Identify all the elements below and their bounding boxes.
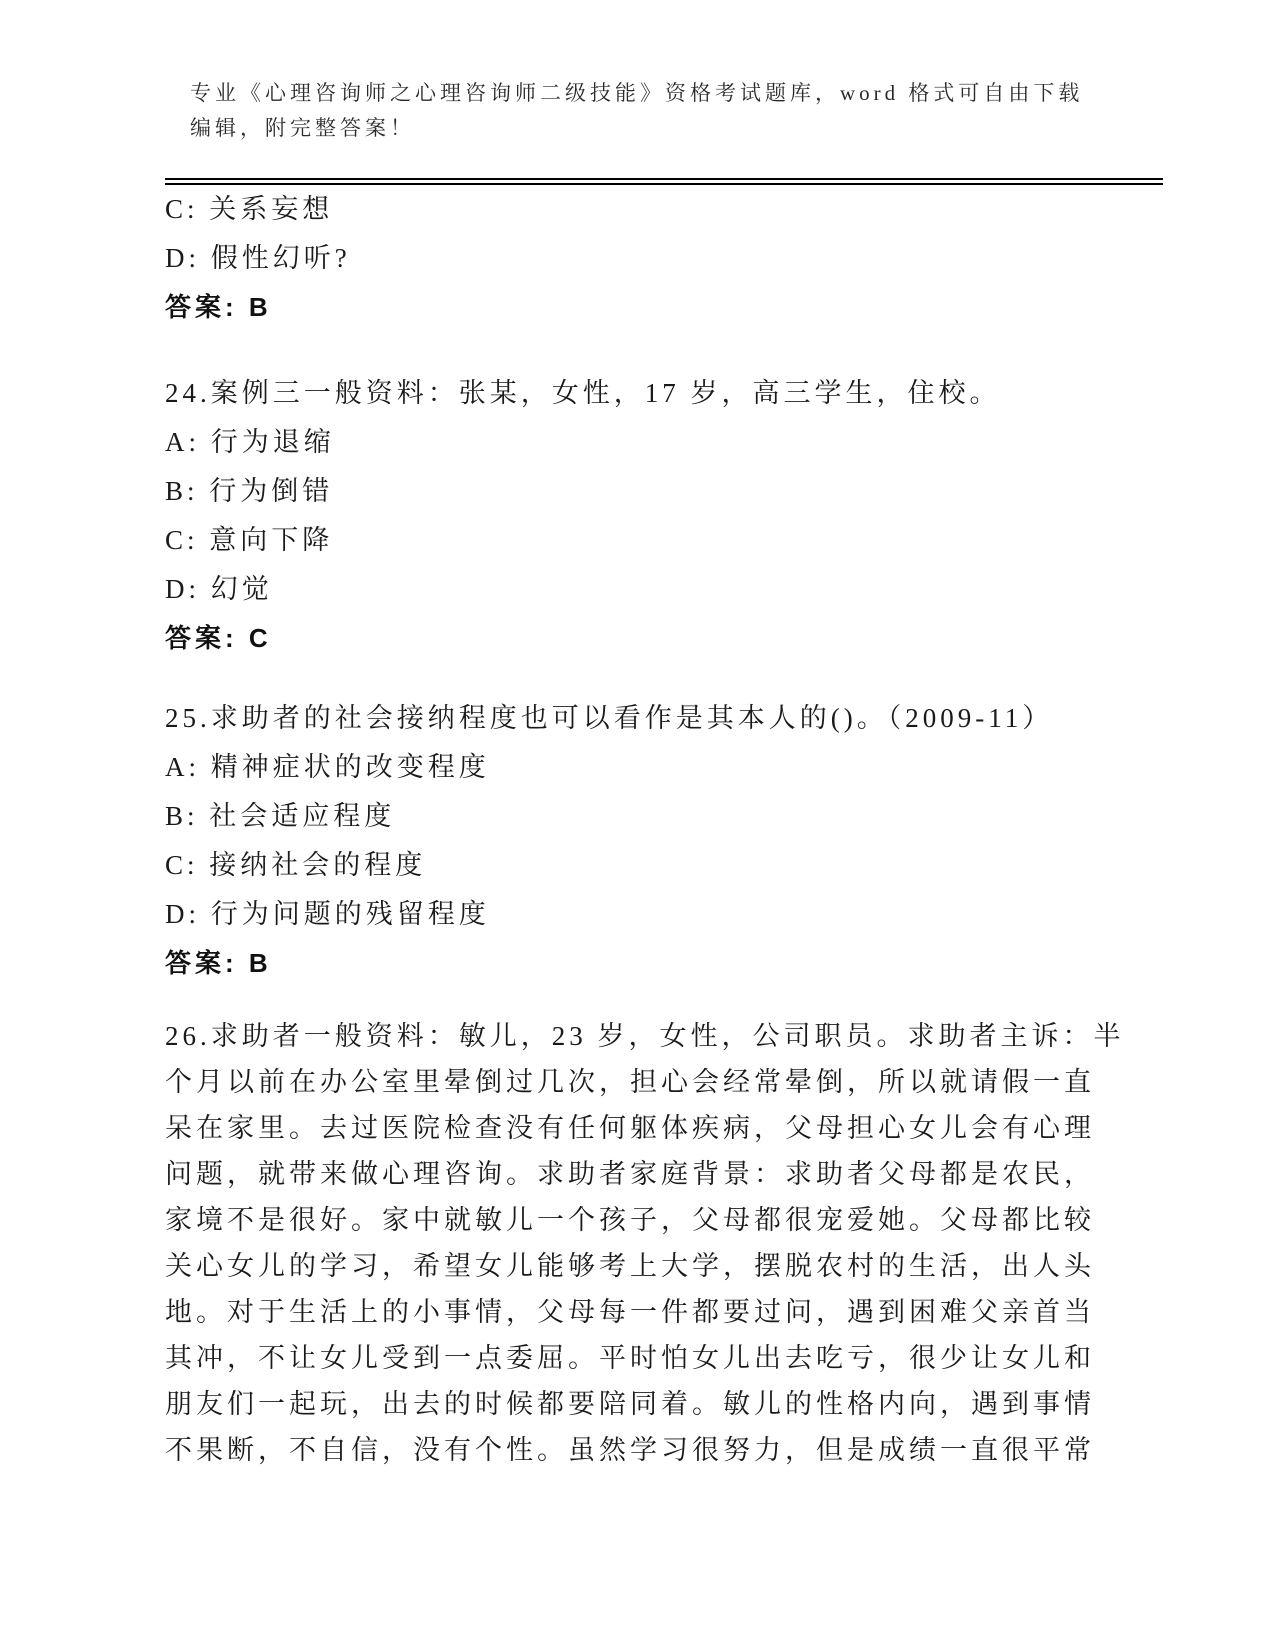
page-header	[0, 0, 1275, 146]
question-25-option-d: D: 行为问题的残留程度	[165, 899, 490, 929]
header-title-line-1: 专业《心理咨询师之心理咨询师二级技能》资格考试题库，word 格式可自由下载	[190, 81, 1084, 105]
question-26-text-line-4: 问题，就带来做心理咨询。求助者家庭背景：求助者父母都是农民，	[165, 1159, 1095, 1189]
question-26-text-line-5: 家境不是很好。家中就敏儿一个孩子，父母都很宠爱她。父母都比较	[165, 1205, 1095, 1235]
question-26-text-line-8: 其冲，不让女儿受到一点委屈。平时怕女儿出去吃亏，很少让女儿和	[165, 1343, 1095, 1373]
question-24-option-b: B: 行为倒错	[165, 476, 334, 506]
document-body	[0, 185, 1275, 1473]
question-26-text-line-2: 个月以前在办公室里晕倒过几次，担心会经常晕倒，所以就请假一直	[165, 1067, 1095, 1097]
question-26-text-line-7: 地。对于生活上的小事情，父母每一件都要过问，遇到困难父亲首当	[165, 1297, 1095, 1327]
question-26-text-line-6: 关心女儿的学习，希望女儿能够考上大学，摆脱农村的生活，出人头	[165, 1251, 1095, 1281]
question-24-option-d: D: 幻觉	[165, 574, 273, 604]
question-25-option-a: A: 精神症状的改变程度	[165, 752, 490, 782]
question-25-option-c: C: 接纳社会的程度	[165, 850, 427, 880]
question-25	[165, 694, 1275, 988]
question-26-text-line-1: 26.求助者一般资料：敏儿，23 岁，女性，公司职员。求助者主诉：半	[165, 1021, 1125, 1051]
question-25-title: 25.求助者的社会接纳程度也可以看作是其本人的()。（2009-11）	[165, 703, 1054, 733]
question-26-text-line-10: 不果断，不自信，没有个性。虽然学习很努力，但是成绩一直很平常	[165, 1435, 1095, 1465]
header-title-line-2: 编辑，附完整答案！	[190, 116, 415, 140]
question-24-option-a: A: 行为退缩	[165, 427, 335, 457]
question-23-option-d: D: 假性幻听?	[165, 243, 351, 273]
question-24-option-c: C: 意向下降	[165, 525, 334, 555]
question-26-text-line-9: 朋友们一起玩，出去的时候都要陪同着。敏儿的性格内向，遇到事情	[165, 1389, 1095, 1419]
question-24-title: 24.案例三一般资料：张某，女性，17 岁，高三学生，住校。	[165, 378, 1001, 408]
question-25-answer: 答案: B	[165, 948, 272, 978]
question-26-text-line-3: 呆在家里。去过医院检查没有任何躯体疾病，父母担心女儿会有心理	[165, 1113, 1095, 1143]
question-23-option-c: C: 关系妄想	[165, 194, 334, 224]
question-24	[165, 369, 1275, 663]
question-25-option-b: B: 社会适应程度	[165, 801, 396, 831]
question-26	[165, 1013, 1275, 1473]
question-23-answer: 答案: B	[165, 292, 272, 322]
header-divider-rule	[165, 178, 1163, 185]
question-23-tail	[165, 185, 1275, 332]
question-24-answer: 答案: C	[165, 623, 272, 653]
